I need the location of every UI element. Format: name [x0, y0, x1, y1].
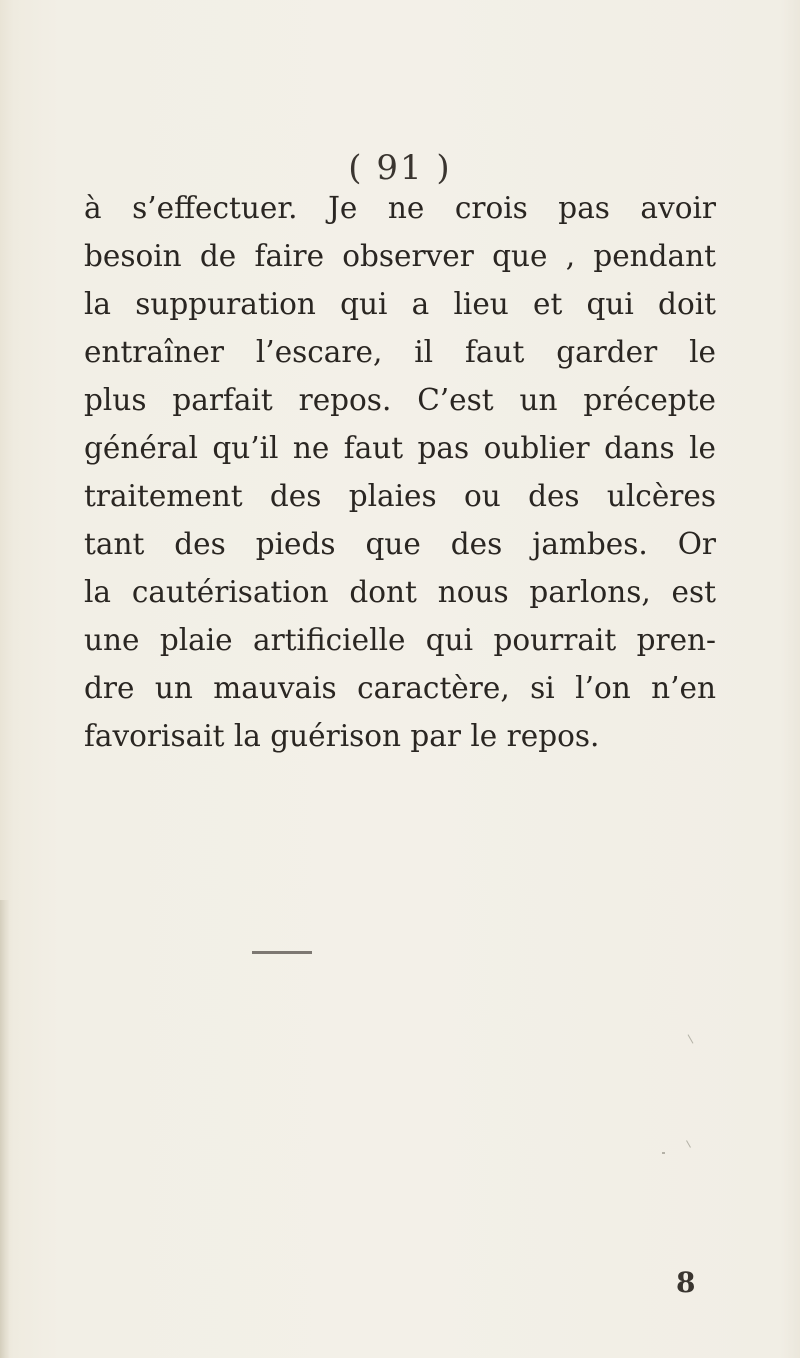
- text-line: général qu’il ne faut pas oublier dans le: [84, 431, 716, 465]
- page-number: ( 91 ): [348, 148, 452, 188]
- signature-mark: 8: [676, 1266, 696, 1299]
- text-line: traitement des plaies ou des ulcères: [84, 479, 716, 513]
- text-line: besoin de faire observer que , pendant: [84, 239, 716, 273]
- page-gutter-shadow: [0, 900, 10, 1358]
- text-line: entraîner l’escare, il faut garder le: [84, 335, 716, 369]
- text-line: à s’effectuer. Je ne crois pas avoir: [84, 191, 716, 225]
- text-line: dre un mauvais caractère, si l’on n’en: [84, 671, 716, 705]
- paper-speck: [688, 1034, 694, 1043]
- text-line-last: favorisait la guérison par le repos.: [84, 719, 600, 753]
- body-text: [84, 184, 716, 760]
- text-line: la cautérisation dont nous parlons, est: [84, 575, 716, 609]
- text-line: la suppuration qui a lieu et qui doit: [84, 287, 716, 321]
- text-line: plus parfait repos. C’est un précepte: [84, 383, 716, 417]
- text-line: tant des pieds que des jambes. Or: [84, 527, 716, 561]
- text-line: une plaie artificielle qui pourrait pren-: [84, 623, 716, 657]
- printer-ornament-rule: [252, 951, 312, 954]
- paper-speck: [686, 1140, 691, 1147]
- paper-speck: [662, 1152, 665, 1154]
